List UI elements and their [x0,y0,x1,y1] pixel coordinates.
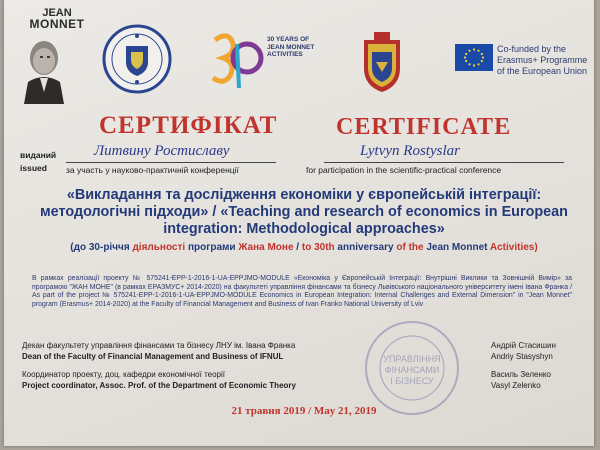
thirty-years-line2: JEAN MONNET [267,43,315,51]
anniv-part-10: Activities) [489,242,538,253]
erasmus-line3: of the European Union [497,66,588,76]
name-underline-en [324,162,564,163]
coat-of-arms-icon [354,30,410,94]
name-underline-uk [66,162,276,163]
jean-monnet-logo-text [22,8,92,30]
jean-monnet-portrait-icon [20,34,66,104]
anniv-part-2: діяльності [132,242,188,253]
coordinator-name-block [491,369,551,391]
coordinator-name-uk: Василь Зеленко [491,370,551,379]
anniv-part-5: / [293,242,302,253]
conference-title: «Викладання та дослідження економіки у європейській інтеграції: методологічні підходи» / «Teaching and research of economics in European integration: Methodological approaches» [40,187,568,237]
eu-flag-icon [455,44,493,71]
anniv-part-1: (до 30-річчя [70,242,133,253]
erasmus-cofunded-text [497,44,587,77]
anniversary-line [24,242,584,253]
certificate-paper [4,0,594,446]
dean-title-en: Dean of the Faculty of Financial Management and Business of IFNUL [22,352,284,361]
certificate-title-uk: СЕРТИФІКАТ [99,112,278,139]
thirty-years-jean-monnet-logo [209,30,327,90]
dean-block [22,340,295,362]
thirty-years-line1: 30 YEARS OF [267,36,310,43]
university-seal-icon [102,24,172,94]
coordinator-title-uk: Координатор проекту, доц. кафедри економічної теорії [22,370,225,379]
coordinator-name-en: Vasyl Zelenko [491,381,541,390]
anniv-part-3: програми [187,242,239,253]
stamp-line3: І БІЗНЕСУ [390,376,434,386]
recipient-name-uk: Литвину Ростиславу [94,143,230,159]
coordinator-title-en: Project coordinator, Assoc. Prof. of the Department of Economic Theory [22,381,296,390]
thirty-logo-icon [209,30,265,90]
project-description: В рамках реалізації проекту № 575241-EPP-1-2016-1-UA-EPPJMO-MODULE «Економіка у Європейській Інтеграції: Внутрішні Виклики та Зовнішній Вимір» за програмою "ЖАН МОНЕ" (в рамках ЕРАЗМУС+ 2014-2020) на факультеті управління фінансами та бізнесу Львівського національного університету імені Івана Франка / As part of the project № 575241-EPP-1-2016-1-UA-EPPJMO-MODULE Economics in European Integration: Internal Challenges and External Dimension" in "Jean Monnet" program (Erasmus+ 2014-2020) at the Faculty of Financial Management and Business of Ivan Franko National University of Lviv [32,275,572,308]
coordinator-block [22,369,296,391]
stamp-line1: УПРАВЛІННЯ [383,354,441,364]
participation-text-en: for participation in the scientific-practical conference [306,165,502,175]
anniv-part-6: to 30th [301,242,338,253]
dean-name-en: Andriy Stasyshyn [491,352,553,361]
issued-label-en: issued [20,163,47,173]
jean-monnet-line1: JEAN [42,7,72,19]
dean-name-uk: Андрій Стасишин [491,341,556,350]
recipient-name-en: Lytvyn Rostyslar [360,143,460,159]
anniv-part-9: Jean Monnet [426,242,490,253]
issue-date: 21 травня 2019 / May 21, 2019 [231,405,377,417]
anniv-part-8: of the [396,242,427,253]
stamp-line2: ФІНАНСАМИ [384,365,440,375]
erasmus-line2: Erasmus+ Programme [497,55,588,65]
participation-text-uk: за участь у науково-практичній конференції [66,165,239,175]
dean-name-block [491,340,556,362]
anniv-part-4: Жана Моне [238,242,294,253]
anniv-part-7: anniversary [337,242,397,253]
erasmus-line1: Co-funded by the [497,44,567,54]
certificate-title-en: CERTIFICATE [336,114,512,140]
issued-label-uk: виданий [20,150,57,160]
faculty-stamp-icon [362,318,462,418]
jean-monnet-line2: MONNET [29,17,85,31]
thirty-years-line3: ACTIVITIES [267,51,303,58]
dean-title-uk: Декан факультету управління фінансами та бізнесу ЛНУ ім. Івана Франка [22,341,296,350]
